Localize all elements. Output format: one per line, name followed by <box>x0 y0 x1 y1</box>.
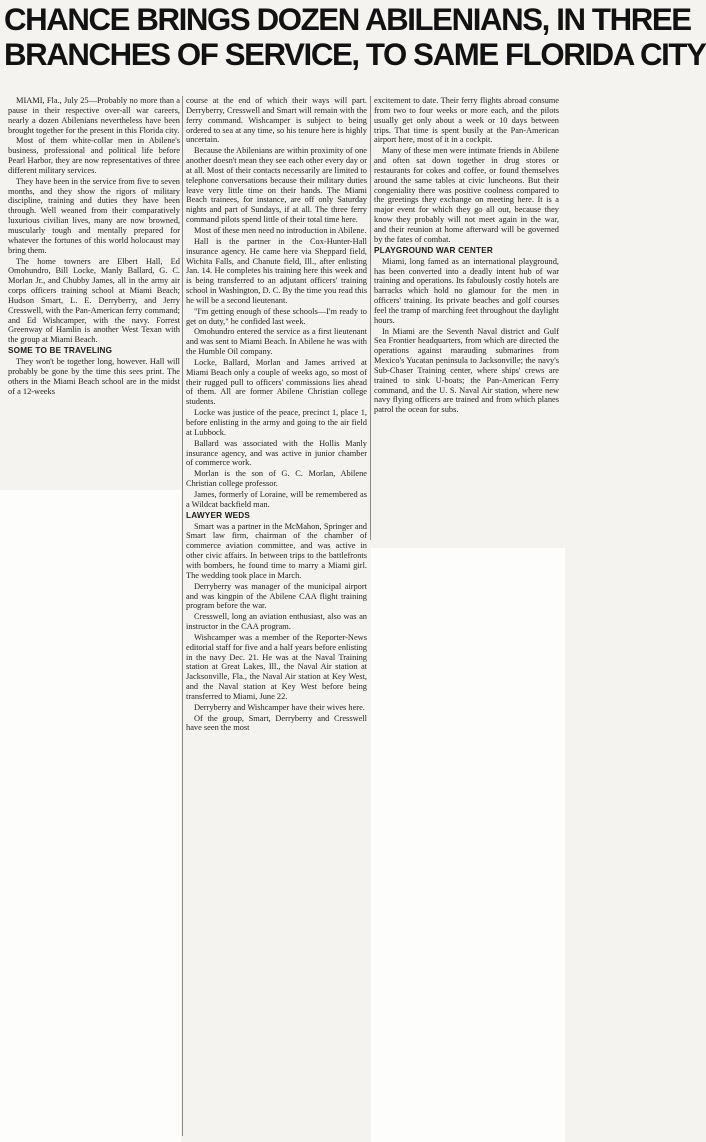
article-paragraph: Because the Abilenians are within proximity of one another doesn't mean they see each other every day or at all. Most of their contacts necessarily are limited to telephone conversations because their military duties leave very little time on their hands. The Miami Beach trainees, for instance, are off only Saturday nights and part of Sundays, if at all. The three ferry command pilots spend little of their total time here. <box>186 146 367 225</box>
article-paragraph: The home towners are Elbert Hall, Ed Omohundro, Bill Locke, Manly Ballard, G. C. Morlan Jr., and Chubby James, all in the army air corps officers training school at Miami Beach; Hudson Smart, L. E. Derryberry, and Jerry Cresswell, with the Pan-American ferry command; and Ed Wishcamper, with the navy. Forrest Greenway of Hamlin is another West Texan with the group at Miami Beach. <box>8 256 180 345</box>
article-paragraph: Ballard was associated with the Hollis Manly insurance agency, and was active in junior chamber of commerce work. <box>186 438 367 468</box>
column-rule-2 <box>370 96 371 540</box>
article-paragraph: Morlan is the son of G. C. Morlan, Abilene Christian college professor. <box>186 469 367 489</box>
article-paragraph: Most of them white-collar men in Abilene's business, professional and political life before Pearl Harbor, they are now representatives of three different military services. <box>8 136 180 175</box>
article-paragraph: They won't be together long, however. Hall will probably be gone by the time this sees print. The others in the Miami Beach school are in the midst of a 12-weeks <box>8 357 180 396</box>
article-paragraph: In Miami are the Seventh Naval district and Gulf Sea Frontier headquarters, from which are directed the operations against marauding submarines from Mexico's Yucatan peninsula to Jacksonville; the navy's Sub-Chaser Training center, where ships' crews are trained to sink U-boats; the Pan-American Ferry command, and the U. S. Naval Air station, where new navy flying officers are trained and from which planes patrol the ocean for subs. <box>374 326 559 415</box>
article-paragraph: Derryberry and Wishcamper have their wives here. <box>194 702 365 712</box>
blank-margin-left <box>0 490 181 1142</box>
article-column-1 <box>8 96 180 396</box>
article-paragraph: Cresswell, long an aviation enthusiast, also was an instructor in the CAA program. <box>186 612 367 632</box>
article-paragraph: Miami, long famed as an international playground, has been converted into a deadly intent hub of war training and operations. Its fabulously costly hotels are barracks which hold no glamour for the men in officers' training. Its private beaches and golf courses feel the tramp of marching feet throughout the daylight hours. <box>374 256 559 325</box>
headline <box>4 1 706 72</box>
article-paragraph: Of the group, Smart, Derryberry and Cresswell have seen the most <box>186 713 367 733</box>
article-paragraph: Wishcamper was a member of the Reporter-News editorial staff for five and a half years before enlisting in the navy Dec. 21. He was at the Naval Training station at Great Lakes, Ill., the Naval Air station at Jacksonville, Fla., the Naval Air station at Key West, and the Naval station at Key West before being transferred to Miami, June 22. <box>186 632 367 701</box>
headline-line-1: CHANCE BRINGS DOZEN ABILENIANS, IN THREE <box>4 1 691 37</box>
article-paragraph: course at the end of which their ways will part. Derryberry, Cresswell and Smart will remain with the ferry command. Wishcamper is subject to being ordered to sea at any time, so his tenure here is highly uncertain. <box>186 96 367 145</box>
article-paragraph: Smart was a partner in the McMahon, Springer and Smart law firm, chairman of the chamber of commerce aviation committee, and was active in other civic affairs. In between trips to the battlefronts with bombers, he found time to marry a Miami girl. The wedding took place in March. <box>186 521 367 580</box>
blank-margin-right <box>371 548 565 1142</box>
article-paragraph: excitement to date. Their ferry flights abroad consume from two to four weeks or more each, and the pilots usually get only about a week or 10 days between trips. That time is spent busily at the Pan-American airport here, most of it in a cockpit. <box>374 96 559 145</box>
article-paragraph: James, formerly of Loraine, will be remembered as a Wildcat backfield man. <box>186 489 367 509</box>
article-paragraph: Locke was justice of the peace, precinct 1, place 1, before enlisting in the army and going to the air field at Lubbock. <box>186 408 367 437</box>
headline-line-2: BRANCHES OF SERVICE, TO SAME FLORIDA CITY <box>4 36 706 72</box>
article-paragraph: They have been in the service from five to seven months, and they show the rigors of military discipline, training and duties they have been through. Well weaned from their comparatively luxurious civilian lives, many are now browned, muscularly tough and mentally prepared for whatever the fortunes of this world holocaust may bring them. <box>8 176 180 255</box>
article-column-3 <box>374 96 559 415</box>
article-paragraph: Many of these men were intimate friends in Abilene and often sat down together in drug stores or restaurants for cokes and coffee, or found themselves around the same tables at civic luncheons. But their congeniality there was positive coolness compared to the greetings they exchange on meeting here. It is a major event for which they go all out, because they know they probably will not meet again in the war, and their reunion at home afterward will be governed by the fates of combat. <box>374 146 559 244</box>
article-paragraph: "I'm getting enough of these schools—I'm ready to get on duty," he confided last week. <box>186 306 367 326</box>
column-rule-1 <box>182 96 183 1136</box>
article-column-2 <box>186 96 367 733</box>
subheading: SOME TO BE TRAVELING <box>8 346 113 356</box>
article-paragraph: MIAMI, Fla., July 25—Probably no more than a pause in their respective over-all war careers, nearly a dozen Abilenians nevertheless have been brought together for the present in this Florida city. <box>8 96 180 135</box>
article-paragraph: Omohundro entered the service as a first lieutenant and was sent to Miami Beach. In Abilene he was with the Humble Oil company. <box>186 327 367 357</box>
article-paragraph: Hall is the partner in the Cox-Hunter-Hall insurance agency. He came here via Sheppard field, Wichita Falls, and Chanute field, Ill., after enlisting Jan. 14. He completes his training here this week and is being transferred to an adjutant officers' training school in Washington, D. C. By the time you read this he will be a second lieutenant. <box>186 236 367 305</box>
article-paragraph: Most of these men need no introduction in Abilene. <box>194 225 367 235</box>
subheading: PLAYGROUND WAR CENTER <box>374 245 493 255</box>
article-paragraph: Derryberry was manager of the municipal airport and was kingpin of the Abilene CAA flight training program before the war. <box>186 581 367 611</box>
subheading: LAWYER WEDS <box>186 510 251 520</box>
article-paragraph: Locke, Ballard, Morlan and James arrived at Miami Beach only a couple of weeks ago, so most of their rugged pull to officers' commissions lies ahead of them. All are former Abilene Christian college students. <box>186 357 367 407</box>
